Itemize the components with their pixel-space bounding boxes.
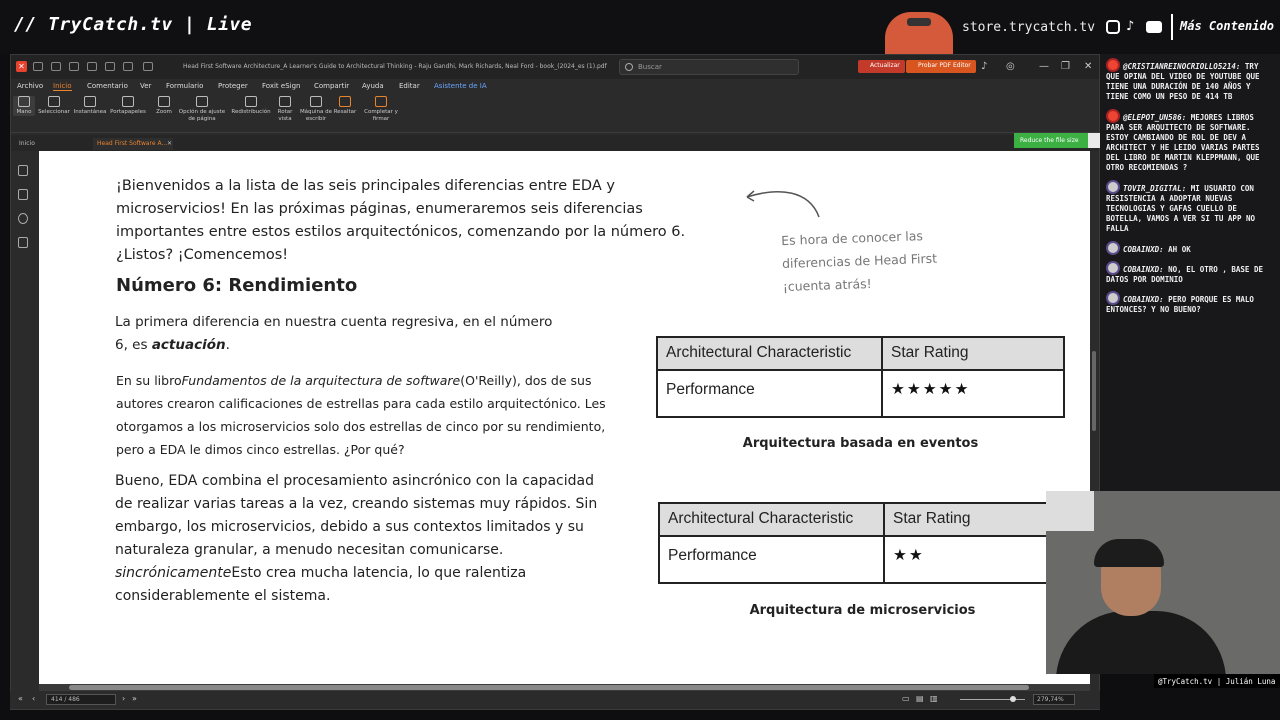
section-heading: Número 6: Rendimiento [116, 275, 358, 296]
streamer-shirt-image [885, 12, 953, 54]
eda-pre: Bueno, EDA combina el procesamiento asincrónico con la capacidad de realizar varias tareas a la vez, creando sistemas muy rápidos. Sin embargo, los microservicios, debido a sus contextos limitados y su naturaleza granular, a menudo necesitan comunicarse. [115, 473, 598, 558]
reflow-button[interactable] [229, 96, 273, 116]
chat-message [1106, 241, 1276, 255]
tiktok-icon: ♪ [1126, 19, 1135, 34]
webcam-name-label: @TryCatch.tv | Julián Luna [1154, 674, 1280, 688]
hand-tool-quick-icon[interactable] [143, 62, 153, 71]
twitch-badge-icon [1106, 180, 1120, 194]
table-header-characteristic: Architectural Characteristic [658, 338, 883, 371]
table-header-rating: Star Rating [883, 338, 1063, 371]
account-icon[interactable]: ◎ [1006, 61, 1015, 72]
typewriter-icon [310, 96, 322, 107]
search-icon [625, 63, 633, 71]
title-bar [11, 55, 1099, 79]
chat-text: MI USUARIO CON RESISTENCIA A ADOPTAR NUEVAS TECNOLOGIAS Y GAFAS CUELLO DE BOTELLA, VAMOS A VER SI TU APP NO FALLA [1106, 184, 1256, 233]
comments-icon[interactable] [18, 213, 28, 224]
chat-message [1106, 291, 1276, 315]
reduce-file-size-button[interactable]: Reduce the file size [1014, 133, 1088, 148]
table-cell-performance: Performance [660, 537, 885, 582]
highlight-label: Resaltar [333, 109, 357, 115]
page-number-input[interactable]: 414 / 486 [46, 694, 116, 705]
single-page-view-icon[interactable]: ▭ [902, 694, 910, 703]
ribbon-toolbar [11, 93, 1099, 133]
clipboard-icon [122, 96, 134, 107]
search-placeholder: Buscar [638, 63, 662, 71]
clipboard-button[interactable] [109, 96, 147, 116]
fill-sign-label: Completar y firmar [364, 109, 398, 122]
next-page-icon[interactable]: › [122, 694, 126, 703]
more-content-label: Más Contenido [1180, 19, 1274, 33]
menu-editar[interactable]: Editar [399, 82, 420, 90]
stream-title: // TryCatch.tv | Live [14, 14, 253, 35]
chat-message [1106, 58, 1276, 102]
rotate-label: Rotar vista [277, 109, 293, 122]
zoom-icon [158, 96, 170, 107]
page-fit-icon [196, 96, 208, 107]
first-diff-emphasis: actuación [151, 337, 226, 353]
chat-user: @CRISTIANREINOCRIOLLO5214: [1123, 62, 1241, 71]
page-fit-label: Opción de ajuste de página [178, 109, 226, 122]
intro-paragraph: ¡Bienvenidos a la lista de las seis principales diferencias entre EDA y microservicios! En las próximas páginas, enumeraremos seis diferencias importantes entre estos estilos arquitectónicos, comenzando por la número 6. ¿Listos? ¡Comencemos! [116, 178, 686, 263]
hand-tool-button[interactable] [13, 96, 35, 116]
pdf-page [39, 151, 1090, 684]
eda-post: Esto crea mucha latencia, lo que ralentiza considerablemente el sistema. [115, 565, 527, 604]
social-icons [1106, 20, 1162, 34]
stream-header [0, 0, 1280, 54]
bookmark-icon[interactable] [18, 165, 28, 176]
menu-ayuda[interactable]: Ayuda [362, 82, 384, 90]
youtube-badge-icon [1106, 58, 1120, 72]
camera-icon [84, 96, 96, 107]
star-rating-two: ★★ [893, 547, 925, 564]
eda-emphasis: sincrónicamente [115, 565, 232, 581]
mail-icon[interactable] [87, 62, 97, 71]
two-page-view-icon[interactable]: ▥ [930, 694, 938, 703]
book-post: (O'Reilly), dos de sus autores crearon calificaciones de estrellas para cada estilo arquitectónico. Les otorgamos a los microservicios solo dos estrellas de cinco por su rendimiento, pero a EDA le dimos cinco estrellas. ¿Por qué? [116, 373, 606, 457]
chat-text: PERO PORQUE ES MALO ENTONCES? Y NO BUENO? [1106, 295, 1254, 314]
horizontal-scrollbar[interactable] [39, 684, 1090, 691]
menu-formulario[interactable]: Formulario [166, 82, 204, 90]
clipboard-label: Portapapeles [110, 109, 146, 115]
select-label: Seleccionar [38, 109, 70, 115]
youtube-badge-icon [1106, 109, 1120, 123]
table-cell-performance: Performance [658, 371, 883, 416]
tab-inicio[interactable]: Inicio [19, 140, 35, 147]
chat-user: @ELEPOT_UN586: [1123, 113, 1187, 122]
menu-comentario[interactable]: Comentario [87, 82, 128, 90]
handwritten-arrow [739, 185, 829, 225]
fill-sign-button[interactable] [363, 96, 399, 123]
status-bar [10, 691, 1100, 709]
reflow-icon [245, 96, 257, 107]
vertical-scroll-thumb[interactable] [1092, 351, 1096, 431]
book-paragraph [116, 369, 606, 461]
rotate-icon [279, 96, 291, 107]
star-rating-five: ★★★★★ [891, 381, 971, 398]
header-divider [1171, 14, 1173, 40]
live-chat [1100, 54, 1280, 494]
twitch-badge-icon [1106, 241, 1120, 255]
foxit-logo-icon: ✕ [16, 61, 27, 72]
hand-icon [18, 96, 30, 107]
minimize-button[interactable]: — [1039, 61, 1049, 72]
chat-user: COBAINXD: [1123, 245, 1164, 254]
menu-compartir[interactable]: Compartir [314, 82, 350, 90]
save-icon[interactable] [51, 62, 61, 71]
youtube-icon [1146, 21, 1162, 33]
chat-message [1106, 180, 1276, 234]
prev-page-icon[interactable]: ‹ [32, 694, 36, 703]
first-difference-paragraph [115, 311, 555, 357]
rating-table-eda [656, 336, 1065, 418]
chat-user: COBAINXD: [1123, 295, 1164, 304]
bell-icon[interactable]: ♪ [981, 61, 988, 72]
chat-message [1106, 261, 1276, 285]
attachment-icon[interactable] [18, 237, 28, 248]
update-button[interactable]: Actualizar [858, 60, 905, 73]
handwritten-note: Es hora de conocer las diferencias de Head First ¡cuenta atrás! [780, 228, 938, 295]
print-icon[interactable] [69, 62, 79, 71]
continuous-view-icon[interactable]: ▤ [916, 694, 924, 703]
table-header-rating: Star Rating [885, 504, 1065, 537]
webcam-whiteboard [1046, 491, 1094, 531]
book-title: Fundamentos de la arquitectura de software [181, 373, 461, 388]
menu-inicio[interactable]: Inicio [53, 82, 72, 90]
hand-label: Mano [16, 109, 32, 115]
rating-table-microservices [658, 502, 1067, 584]
menu-ver[interactable]: Ver [140, 82, 152, 90]
zoom-level-input[interactable]: 279,74% [1033, 694, 1075, 705]
twitch-badge-icon [1106, 291, 1120, 305]
menu-asistente-ia[interactable]: Asistente de IA [434, 82, 487, 90]
zoom-button[interactable] [152, 96, 176, 116]
open-icon[interactable] [33, 62, 43, 71]
first-diff-text: La primera diferencia en nuestra cuenta regresiva, en el número 6, es [115, 314, 553, 353]
caption-microservices: Arquitectura de microservicios [749, 603, 976, 618]
undo-icon[interactable] [105, 62, 115, 71]
menu-archivo[interactable]: Archivo [17, 82, 44, 90]
caption-eda: Arquitectura basada en eventos [742, 436, 979, 451]
document-tab-strip [11, 135, 1099, 151]
reflow-label: Redistribución [231, 109, 271, 115]
typewriter-button[interactable] [299, 96, 333, 123]
instagram-icon [1106, 20, 1120, 34]
maximize-button[interactable]: ❐ [1061, 61, 1070, 72]
store-url: store.trycatch.tv [962, 20, 1096, 35]
zoom-label: Zoom [156, 109, 172, 115]
webcam-feed [1046, 491, 1280, 674]
try-pdf-editor-button[interactable]: Probar PDF Editor [906, 60, 976, 73]
eda-paragraph [115, 470, 605, 608]
chat-user: TOVIR_DIGITAL: [1123, 184, 1187, 193]
pages-icon[interactable] [18, 189, 28, 200]
first-page-icon[interactable]: « [18, 694, 23, 703]
redo-icon[interactable] [123, 62, 133, 71]
menu-foxit-esign[interactable]: Foxit eSign [262, 82, 301, 90]
select-tool-button[interactable] [37, 96, 71, 116]
chat-message [1106, 109, 1276, 173]
chat-user: COBAINXD: [1123, 265, 1164, 274]
horizontal-scroll-thumb[interactable] [69, 685, 1029, 690]
tab-head-first[interactable]: Head First Software A... [93, 138, 173, 150]
menu-proteger[interactable]: Proteger [218, 82, 248, 90]
table-header-characteristic: Architectural Characteristic [660, 504, 885, 537]
cursor-icon [48, 96, 60, 107]
close-button[interactable]: ✕ [1084, 61, 1093, 72]
search-input[interactable] [619, 59, 799, 75]
document-title: Head First Software Architecture_A Learner's Guide to Architectural Thinking - Raju Gandhi, Mark Richards, Neal Ford - book_(2024_es (1).pdf [183, 63, 607, 70]
last-page-icon[interactable]: » [132, 694, 137, 703]
rotate-view-button[interactable] [274, 96, 296, 123]
snapshot-button[interactable] [73, 96, 107, 116]
chat-text: NO, EL OTRO , BASE DE DATOS POR DOMINIO [1106, 265, 1263, 284]
chat-text: AH OK [1168, 245, 1191, 254]
highlighter-icon [339, 96, 351, 107]
tab-close-icon[interactable]: ✕ [167, 140, 173, 147]
chat-text: TRY QUE OPINA DEL VIDEO DE YOUTUBE QUE TIENE UNA DURACIÓN DE 140 AÑOS Y TIENE COMO UN PESO DE 414 TB [1106, 62, 1260, 101]
chat-text: MEJORES LIBROS PARA SER ARQUITECTO DE SOFTWARE. ESTOY CAMBIANDO DE ROL DE DEV A ARCHITECT Y HE LEIDO VARIAS PARTES DEL LIBRO DE MARTIN KLEPPMANN, QUE OTRO RECOMIENDAS ? [1106, 113, 1260, 172]
twitch-badge-icon [1106, 261, 1120, 275]
left-sidebar [11, 151, 38, 691]
reduce-panel-icon[interactable] [1088, 133, 1100, 148]
highlight-button[interactable] [333, 96, 357, 116]
snapshot-label: Instantánea [73, 109, 107, 115]
page-fit-button[interactable] [177, 96, 227, 123]
typewriter-label: Máquina de escribir [299, 109, 333, 122]
first-diff-end: . [225, 337, 230, 353]
book-pre: En su libro [116, 373, 182, 388]
pen-icon [375, 96, 387, 107]
zoom-slider-knob[interactable] [1010, 696, 1016, 702]
streamer-cap [1094, 539, 1164, 567]
menu-bar [11, 79, 1099, 93]
